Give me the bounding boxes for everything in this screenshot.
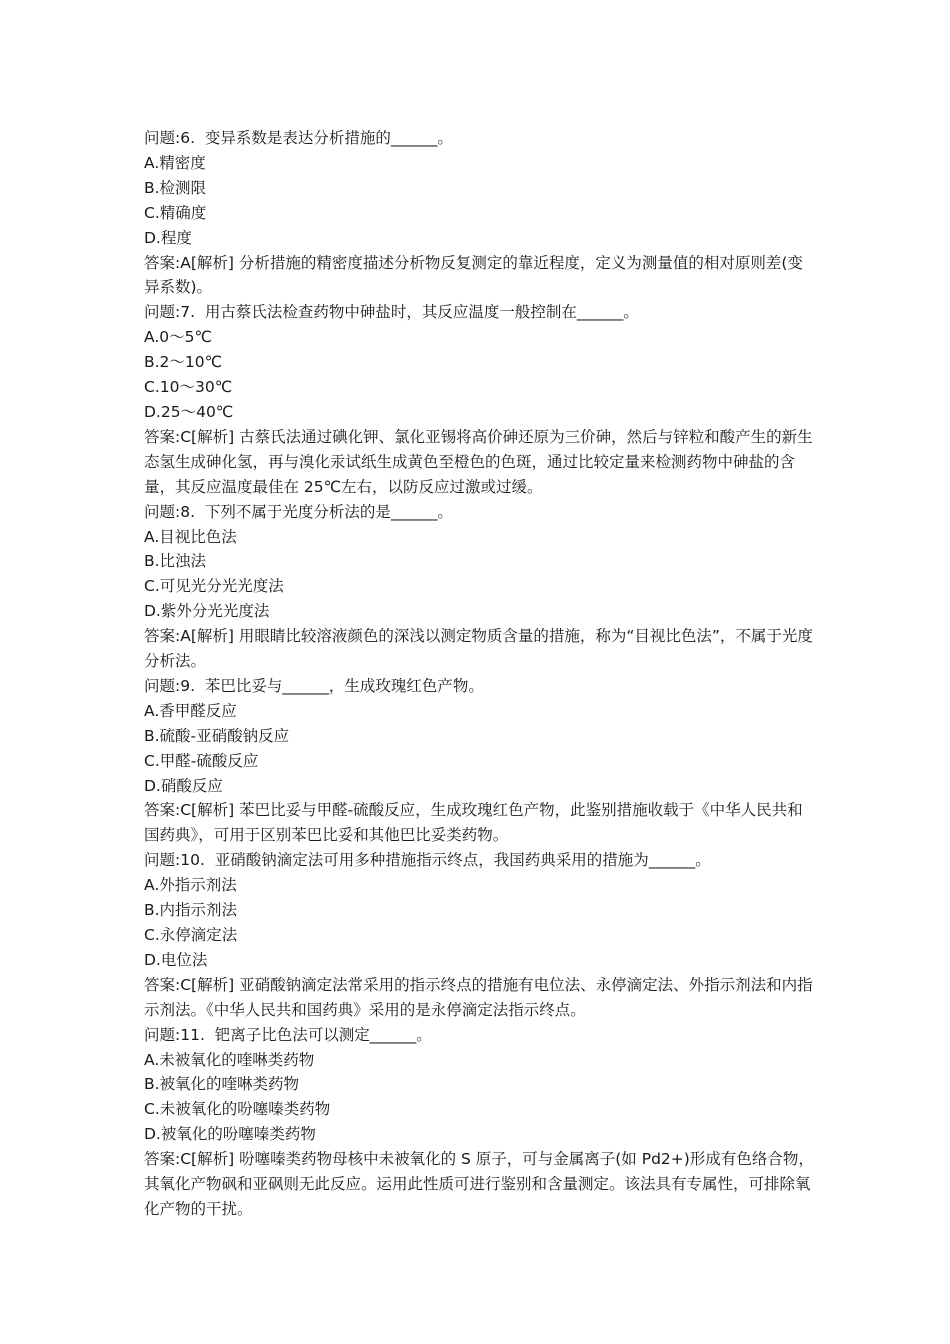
option-d: D.电位法: [144, 950, 208, 969]
option-d: D.被氧化的吩噻嗪类药物: [144, 1125, 316, 1144]
answer-text: 答案:C[解析] 亚硝酸钠滴定法常采用的指示终点的措施有电位法、永停滴定法、外指示剂法和内指示剂法。《中华人民共和国药典》采用的是永停滴定法指示终点。: [144, 975, 813, 1019]
option-b: B.2～10℃: [144, 353, 223, 372]
option-b: B.比浊法: [144, 552, 207, 571]
question-text: 问题:6. 变异系数是表达分析措施的______。: [144, 129, 453, 147]
option-b: B.检测限: [144, 178, 207, 197]
question-block-7: [144, 300, 814, 499]
option-a: A.香甲醛反应: [144, 701, 237, 720]
question-text: 问题:10. 亚硝酸钠滴定法可用多种措施指示终点，我国药典采用的措施为______。: [144, 851, 711, 870]
answer-text: 答案:C[解析] 吩噻嗪类药物母核中未被氧化的 S 原子，可与金属离子(如 Pd2+)形成有色络合物，其氧化产物砜和亚砜则无此反应。运用此性质可进行鉴别和含量测定。该法具有专属性，可排除氧化产物的干扰。: [144, 1150, 814, 1218]
option-b: B.被氧化的喹啉类药物: [144, 1075, 300, 1094]
option-c: C.甲醛-硫酸反应: [144, 751, 259, 770]
option-c: C.10～30℃: [144, 378, 233, 397]
question-block-10: [144, 848, 814, 1022]
option-d: D.紫外分光光度法: [144, 602, 270, 621]
question-text: 问题:9. 苯巴比妥与______，生成玫瑰红色产物。: [144, 676, 484, 695]
option-d: D.程度: [144, 228, 192, 247]
question-text: 问题:7. 用古蔡氏法检查药物中砷盐时，其反应温度一般控制在______。: [144, 303, 639, 322]
option-a: A.目视比色法: [144, 527, 237, 546]
option-a: A.外指示剂法: [144, 876, 237, 895]
answer-text: 答案:A[解析] 分析措施的精密度描述分析物反复测定的靠近程度，定义为测量值的相对原则差(变异系数)。: [144, 253, 803, 297]
option-c: C.未被氧化的吩噻嗪类药物: [144, 1100, 331, 1119]
option-a: A.未被氧化的喹啉类药物: [144, 1050, 315, 1069]
option-b: B.硫酸-亚硝酸钠反应: [144, 726, 290, 745]
option-c: C.可见光分光光度法: [144, 577, 284, 596]
question-block-11: [144, 1023, 814, 1222]
answer-text: 答案:C[解析] 苯巴比妥与甲醛-硫酸反应，生成玫瑰红色产物，此鉴别措施收载于《中华人民共和国药典》，可用于区别苯巴比妥和其他巴比妥类药物。: [144, 801, 803, 845]
question-list: [144, 126, 814, 1222]
question-text: 问题:8. 下列不属于光度分析法的是______。: [144, 502, 453, 521]
option-d: D.25～40℃: [144, 402, 234, 421]
option-c: C.精确度: [144, 203, 207, 222]
question-text: 问题:11. 钯离子比色法可以测定______。: [144, 1025, 432, 1044]
option-d: D.硝酸反应: [144, 776, 223, 795]
question-block-8: [144, 500, 814, 674]
option-b: B.内指示剂法: [144, 901, 238, 920]
answer-text: 答案:C[解析] 古蔡氏法通过碘化钾、氯化亚锡将高价砷还原为三价砷，然后与锌粒和酸产生的新生态氢生成砷化氢，再与溴化汞试纸生成黄色至橙色的色斑，通过比较定量来检测药物中砷盐的含量，其反应温度最佳在 25℃左右，以防反应过激或过缓。: [144, 427, 813, 496]
question-block-9: [144, 674, 814, 848]
option-a: A.精密度: [144, 153, 206, 172]
option-a: A.0～5℃: [144, 328, 212, 347]
answer-text: 答案:A[解析] 用眼睛比较溶液颜色的深浅以测定物质含量的措施，称为“目视比色法”，不属于光度分析法。: [144, 627, 813, 671]
question-block-6: [144, 126, 814, 300]
option-c: C.永停滴定法: [144, 926, 238, 944]
